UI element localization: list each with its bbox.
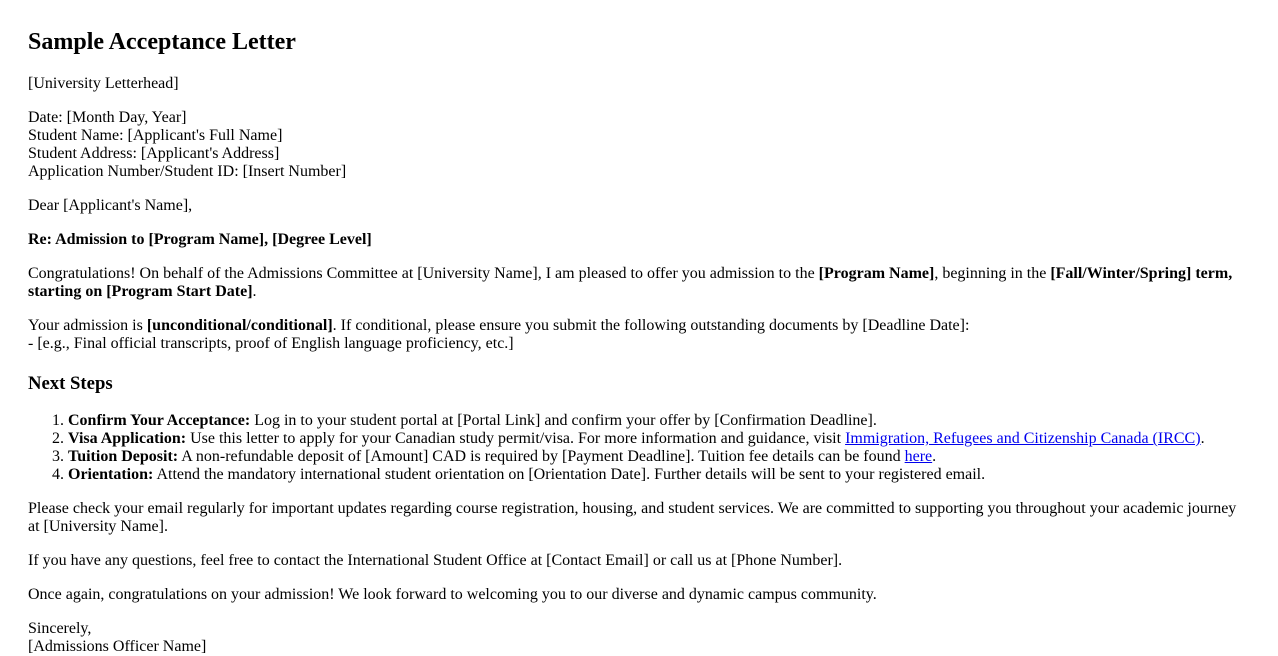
next-steps-list [28, 412, 1278, 484]
term-start: [Fall/Winter/Spring] term, starting on [Program Start Date] [28, 265, 1233, 300]
step-text: Use this letter to apply for your Canadian study permit/visa. For more information and guidance, visit [186, 430, 846, 447]
date-line: Date: [Month Day, Year] [28, 109, 187, 126]
page-title: Sample Acceptance Letter [28, 29, 296, 55]
salutation: Dear [Applicant's Name], [28, 197, 193, 214]
officer-name: [Admissions Officer Name] [28, 638, 207, 655]
program-name: [Program Name] [818, 265, 935, 282]
list-item [68, 448, 1278, 466]
signature-block [28, 620, 1250, 656]
outstanding-docs: - [e.g., Final official transcripts, proof of English language proficiency, etc.] [28, 335, 514, 352]
student-name-line: Student Name: [Applicant's Full Name] [28, 127, 283, 144]
step-text: Attend the mandatory international student orientation on [Orientation Date]. Further details will be sent to your registered email. [153, 466, 986, 483]
admission-status: [unconditional/conditional] [146, 317, 333, 334]
subject-line [28, 231, 1250, 249]
congrats-text: Congratulations! On behalf of the Admissions Committee at [University Name], I am pleased to offer you admission to the [28, 265, 819, 282]
step-label: Confirm Your Acceptance: [68, 412, 251, 429]
updates-paragraph: Please check your email regularly for important updates regarding course registration, housing, and student services. We are committed to supporting you throughout your academic journey at [University Name]. [28, 500, 1237, 535]
congrats-paragraph [28, 265, 1250, 301]
step-label: Visa Application: [68, 430, 187, 447]
admission-text-2: . If conditional, please ensure you submit the following outstanding documents by [Deadline Date]: [332, 317, 970, 334]
next-steps-heading: Next Steps [28, 373, 113, 394]
list-item [68, 466, 1278, 484]
application-number-line: Application Number/Student ID: [Insert Number] [28, 163, 347, 180]
step-text-end: . [932, 448, 937, 465]
ircc-link[interactable]: Immigration, Refugees and Citizenship Canada (IRCC) [845, 430, 1201, 447]
signoff: Sincerely, [28, 620, 92, 637]
letterhead: [University Letterhead] [28, 75, 179, 92]
questions-paragraph: If you have any questions, feel free to contact the International Student Office at [Contact Email] or call us at [Phone Number]. [28, 552, 843, 569]
list-item [68, 430, 1278, 448]
letter-meta [28, 109, 1250, 181]
step-label: Tuition Deposit: [68, 448, 179, 465]
student-address-line: Student Address: [Applicant's Address] [28, 145, 280, 162]
step-text-end: . [1200, 430, 1205, 447]
list-item [68, 412, 1278, 430]
closing-paragraph: Once again, congratulations on your admission! We look forward to welcoming you to our diverse and dynamic campus community. [28, 586, 877, 603]
congrats-end: . [252, 283, 257, 300]
step-label: Orientation: [68, 466, 154, 483]
step-text: Log in to your student portal at [Portal Link] and confirm your offer by [Confirmation Deadline]. [250, 412, 877, 429]
admission-text: Your admission is [28, 317, 147, 334]
step-text: A non-refundable deposit of [Amount] CAD is required by [Payment Deadline]. Tuition fee details can be found [178, 448, 905, 465]
congrats-text-2: , beginning in the [934, 265, 1051, 282]
admission-paragraph [28, 317, 1250, 353]
tuition-details-link[interactable]: here [904, 448, 933, 465]
subject-text: Re: Admission to [Program Name], [Degree Level] [28, 231, 372, 248]
